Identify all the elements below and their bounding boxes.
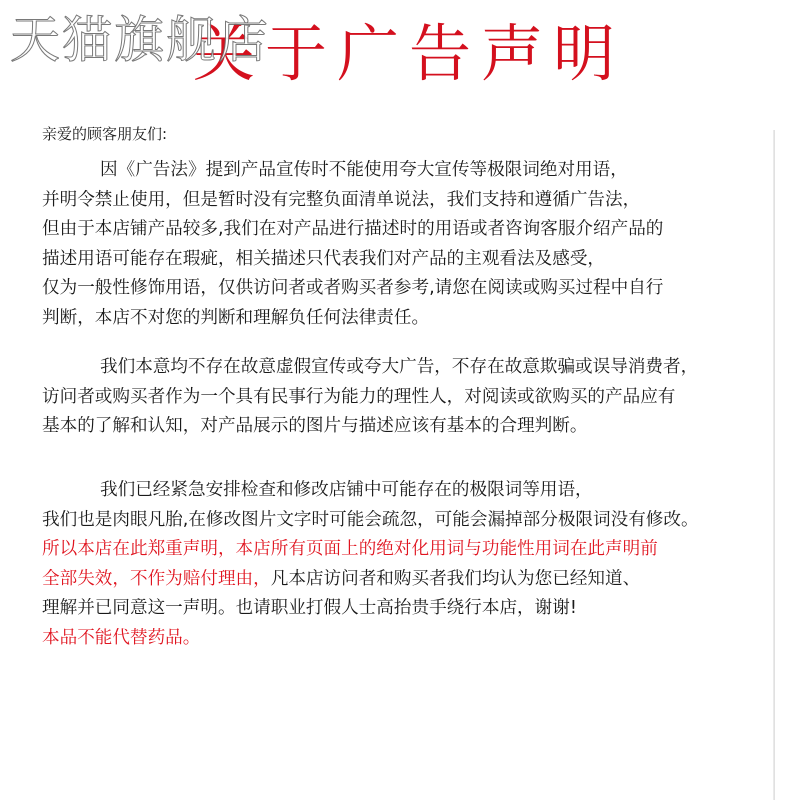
paragraph-line: 我们已经紧急安排检查和修改店铺中可能存在的极限词等用语， — [100, 480, 593, 500]
right-edge-divider — [773, 130, 775, 800]
store-watermark: 天猫旗舰店 — [10, 11, 270, 69]
page-title: 关于广告声明 — [193, 17, 626, 90]
mixed-notice-line — [42, 565, 699, 595]
notice-text: 凡本店访问者和购买者我们均认为您已经知道、 — [270, 568, 641, 589]
paragraph-line: 理解并已同意这一声明。也请职业打假人士高抬贵手绕行本店，谢谢! — [42, 598, 577, 618]
paragraph-declaration — [42, 476, 699, 653]
paragraph-line: 仅为一般性修饰用语，仅供访问者或者购买者参考,请您在阅读或购买过程中自行 — [42, 278, 664, 298]
paragraph-line: 因《广告法》提到产品宣传时不能使用夸大宣传等极限词绝对用语， — [100, 160, 628, 180]
paragraph-line: 我们本意均不存在故意虚假宣传或夸大广告，不存在故意欺骗或误导消费者， — [100, 357, 699, 377]
paragraph-line: 并明令禁止使用，但是暂时没有完整负面清单说法，我们支持和遵循广告法， — [42, 189, 641, 210]
red-notice-text: 全部失效，不作为赔付理由， — [42, 568, 271, 589]
paragraph-line: 判断，本店不对您的判断和理解负任何法律责任。 — [42, 307, 430, 328]
paragraph-advertising-law — [42, 156, 663, 333]
paragraph-line: 我们也是肉眼凡胎,在修改图片文字时可能会疏忽，可能会漏掉部分极限词没有修改。 — [42, 509, 699, 530]
medicine-disclaimer: 本品不能代替药品。 — [42, 627, 201, 648]
paragraph-line: 基本的了解和认知，对产品展示的图片与描述应该有基本的合理判断。 — [42, 416, 588, 436]
paragraph-line: 但由于本店铺产品较多,我们在对产品进行描述时的用语或者咨询客服介绍产品的 — [42, 219, 664, 239]
greeting: 亲爱的顾客朋友们: — [42, 125, 168, 143]
red-notice-line: 所以本店在此郑重声明，本店所有页面上的绝对化用词与功能性用词在此声明前 — [42, 539, 658, 559]
paragraph-line: 描述用语可能存在瑕疵，相关描述只代表我们对产品的主观看法及感受， — [42, 248, 606, 269]
paragraph-line: 访问者或购买者作为一个具有民事行为能力的理性人，对阅读或欲购买的产品应有 — [42, 386, 676, 407]
paragraph-intent — [42, 353, 698, 442]
